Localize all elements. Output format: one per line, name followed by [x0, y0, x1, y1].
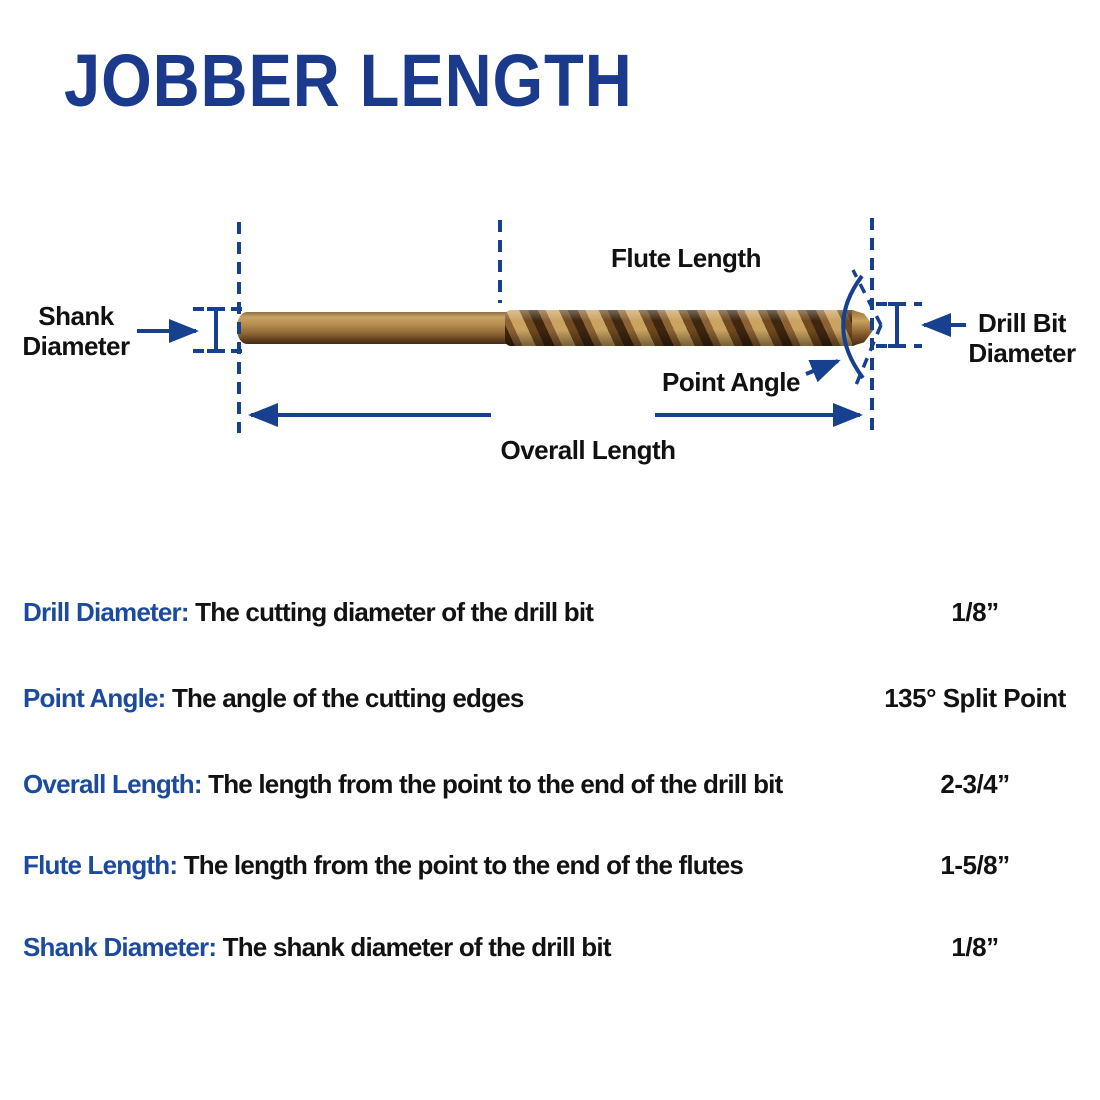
overall-length-label: Overall Length: [500, 435, 676, 465]
spec-value: 135° Split Point: [884, 683, 1066, 713]
spec-description: The length from the point to the end of the flutes: [183, 850, 744, 880]
spec-label: Shank Diameter:: [23, 932, 223, 962]
spec-description: The length from the point to the end of the drill bit: [208, 769, 783, 799]
spec-value: 1-5/8”: [940, 850, 1010, 880]
spec-row-overall-length: [23, 769, 1100, 803]
page-title: JOBBER LENGTH: [64, 39, 633, 122]
point-angle-arc: [843, 276, 863, 378]
spec-description: The angle of the cutting edges: [171, 683, 524, 713]
flute-length-label: Flute Length: [611, 243, 761, 273]
spec-value: 2-3/4”: [940, 769, 1010, 799]
point-angle-label: Point Angle: [662, 367, 800, 397]
spec-label: Point Angle:: [23, 683, 172, 713]
spec-value: 1/8”: [951, 932, 999, 962]
shank-diameter-label: Shank Diameter: [22, 301, 130, 361]
spec-row-shank-diameter: [23, 932, 1100, 966]
spec-value: 1/8”: [951, 597, 999, 627]
drill-bit-diagram: [0, 0, 1100, 520]
shank-diameter-callout: [137, 308, 243, 352]
spec-row-point-angle: [23, 683, 1100, 717]
spec-description: The shank diameter of the drill bit: [222, 932, 611, 962]
spec-label: Overall Length:: [23, 769, 209, 799]
spec-label: Drill Diameter:: [23, 597, 196, 627]
drill-bit-diameter-label: Drill Bit Diameter: [968, 308, 1076, 368]
spec-label: Flute Length:: [23, 850, 184, 880]
spec-row-drill-diameter: [23, 597, 1100, 631]
spec-description: The cutting diameter of the drill bit: [195, 597, 594, 627]
spec-row-flute-length: [23, 850, 1100, 884]
